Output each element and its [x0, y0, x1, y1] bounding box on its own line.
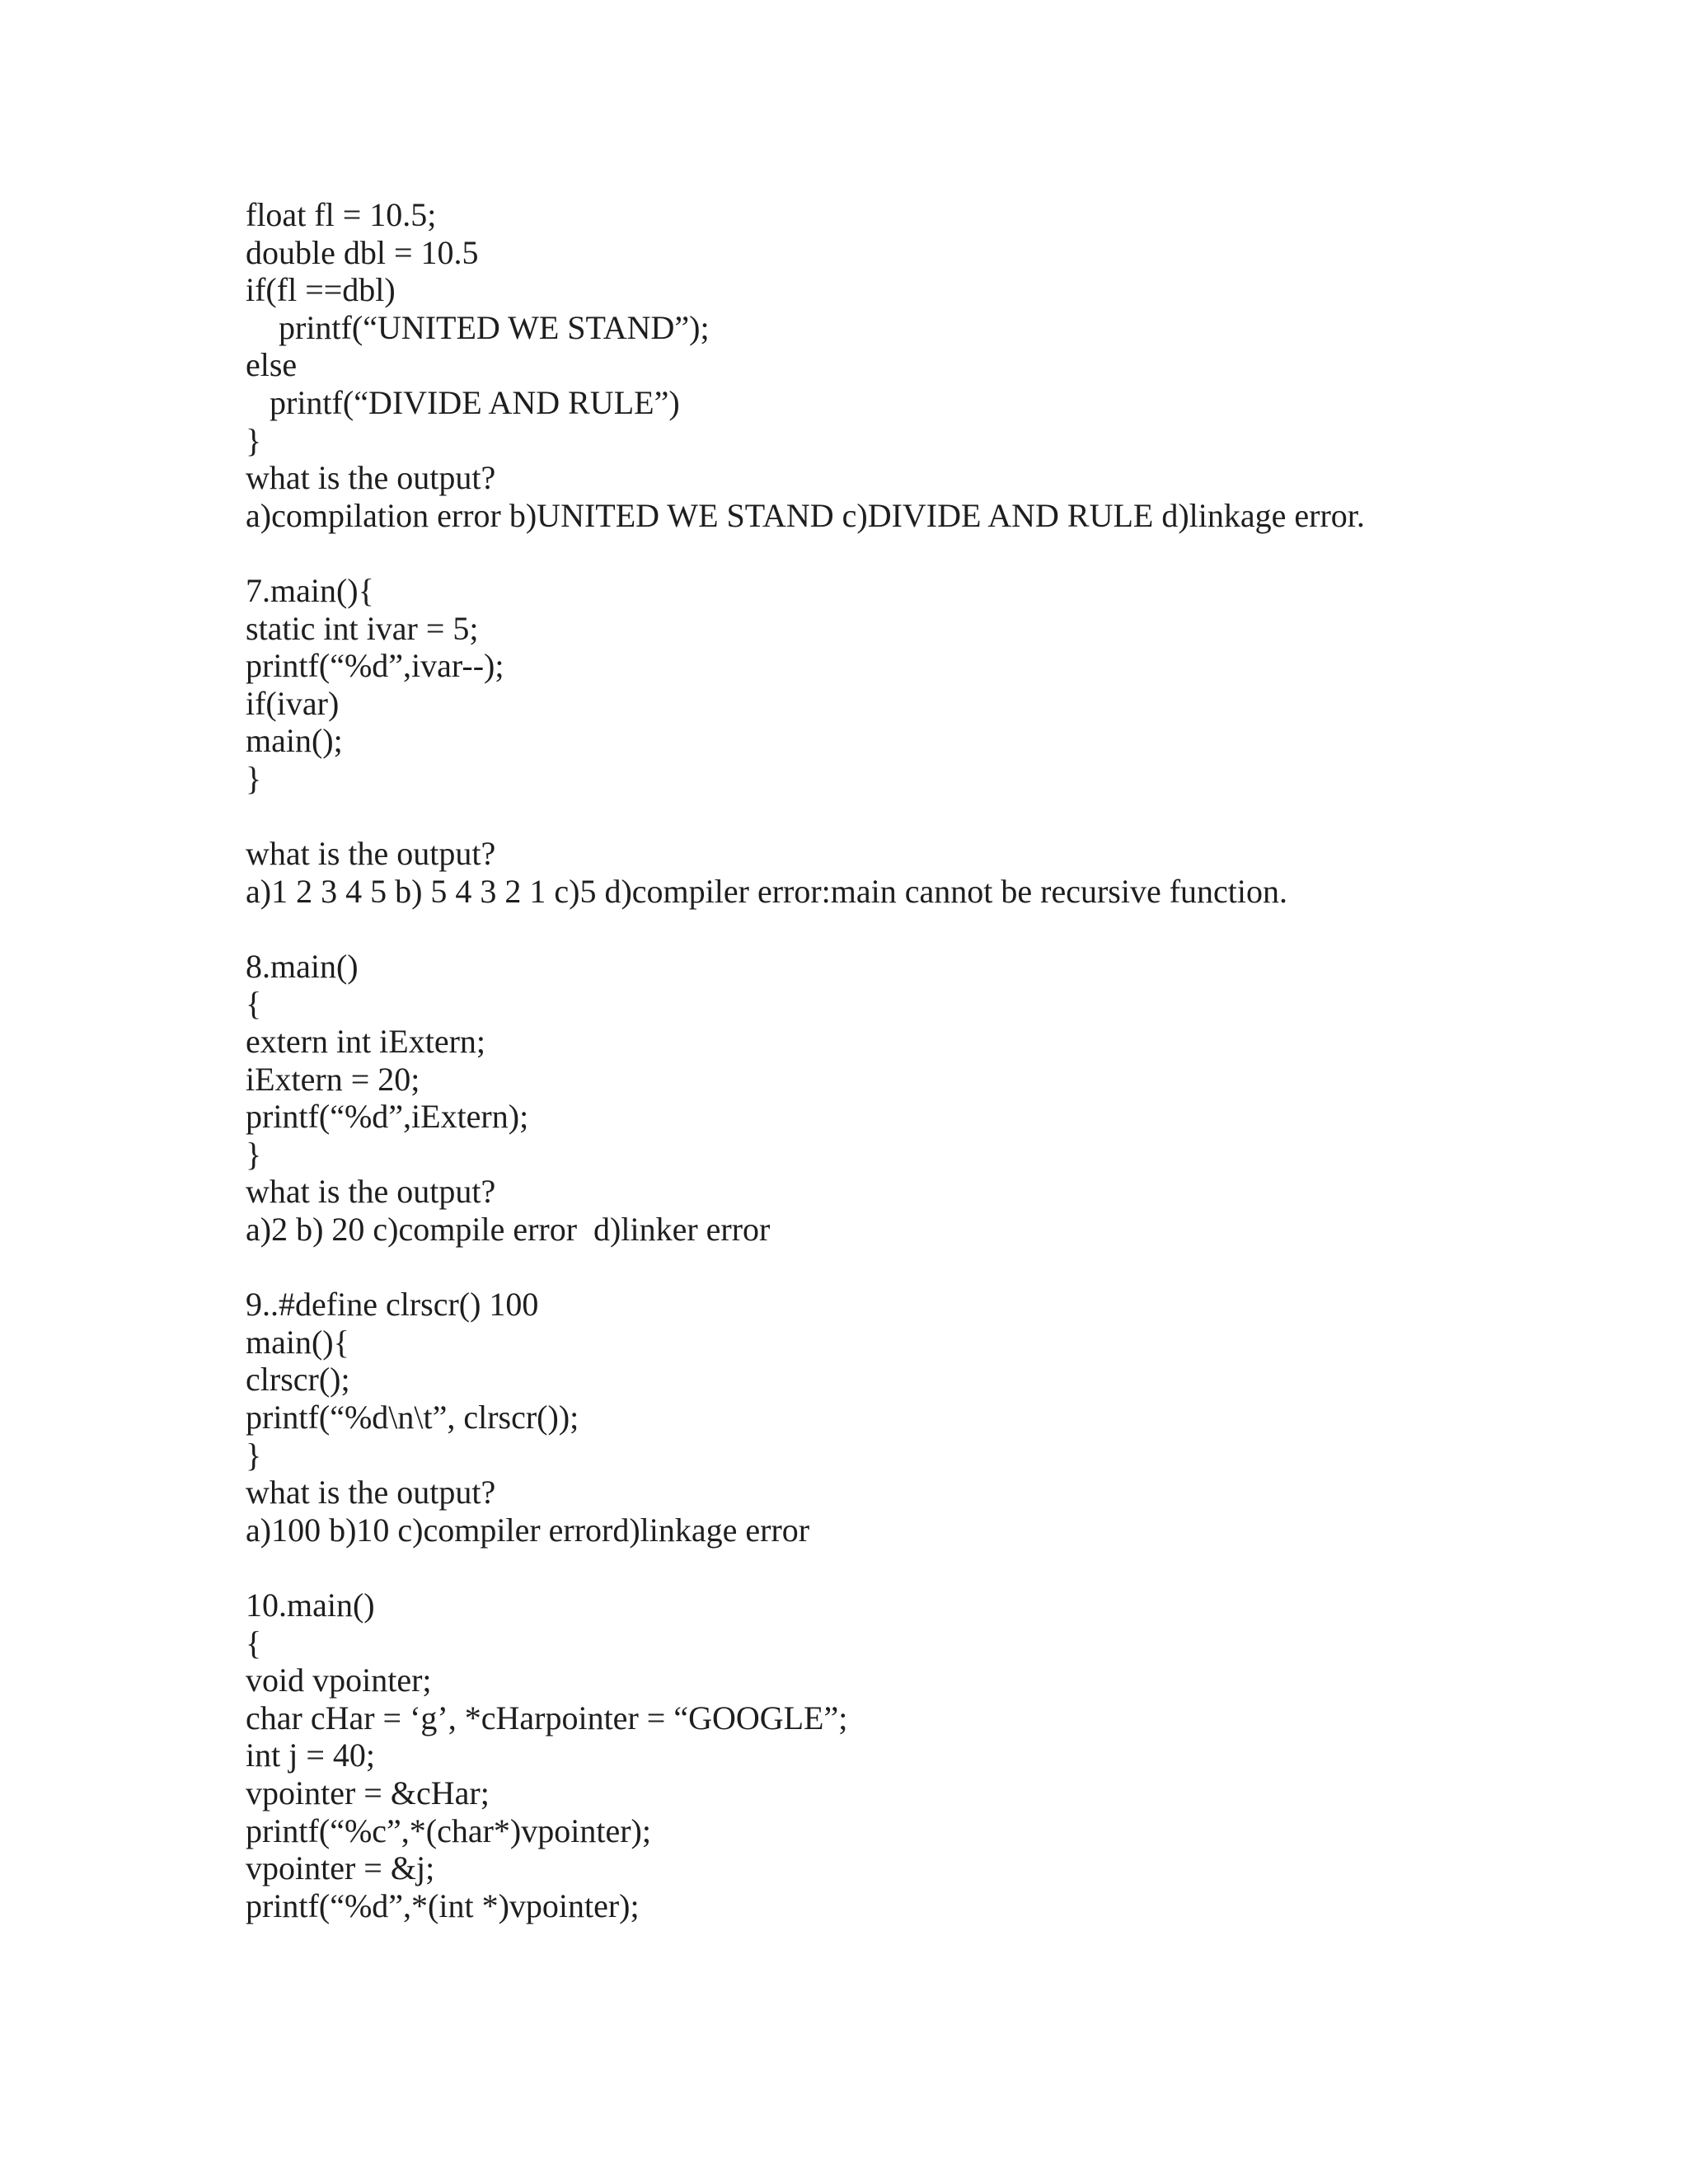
code-line: static int ivar = 5; — [246, 609, 479, 647]
document-body — [246, 196, 1606, 1924]
question-prompt: what is the output? — [246, 459, 496, 497]
question-prompt: what is the output? — [246, 1474, 496, 1511]
code-line: } — [246, 421, 262, 459]
paragraph-gap — [246, 534, 1606, 572]
code-line: printf(“%d\n\t”, clrscr()); — [246, 1399, 579, 1436]
answer-options: a)2 b) 20 c)compile error d)linker error — [246, 1211, 771, 1249]
code-line: } — [246, 759, 262, 797]
code-line: clrscr(); — [246, 1361, 350, 1399]
answer-options: a)100 b)10 c)compiler errord)linkage error — [246, 1511, 810, 1549]
code-line: 9..#define clrscr() 100 — [246, 1286, 539, 1324]
question-8-block — [246, 948, 1606, 1249]
code-line: { — [246, 1624, 262, 1661]
code-line: main(){ — [246, 1323, 349, 1361]
code-line: if(ivar) — [246, 684, 340, 722]
code-line: if(fl ==dbl) — [246, 271, 396, 309]
code-line: void vpointer; — [246, 1661, 432, 1699]
code-line: printf(“%c”,*(char*)vpointer); — [246, 1811, 651, 1849]
answer-options: a)1 2 3 4 5 b) 5 4 3 2 1 c)5 d)compiler error:main cannot be recursive function. — [246, 872, 1288, 910]
code-line: } — [246, 1135, 262, 1173]
code-line: double dbl = 10.5 — [246, 233, 479, 271]
code-line: printf(“DIVIDE AND RULE”) — [270, 383, 680, 421]
code-line: main(); — [246, 722, 343, 760]
question-prompt: what is the output? — [246, 835, 496, 873]
question-6-block — [246, 196, 1606, 534]
code-line: { — [246, 985, 262, 1023]
code-line: iExtern = 20; — [246, 1060, 420, 1098]
code-line: printf(“%d”,ivar--); — [246, 647, 504, 685]
code-line: printf(“%d”,*(int *)vpointer); — [246, 1886, 640, 1924]
code-line: 7.main(){ — [246, 571, 374, 609]
question-9-block — [246, 1286, 1606, 1549]
question-7-block — [246, 572, 1606, 910]
paragraph-gap — [246, 1549, 1606, 1586]
question-10-block — [246, 1586, 1606, 1924]
answer-options: a)compilation error b)UNITED WE STAND c)DIVIDE AND RULE d)linkage error. — [246, 496, 1365, 534]
code-line: printf(“UNITED WE STAND”); — [279, 308, 710, 346]
paragraph-gap — [246, 910, 1606, 948]
code-line: vpointer = &cHar; — [246, 1774, 490, 1811]
code-line: 8.main() — [246, 947, 359, 985]
code-line: char cHar = ‘g’, *cHarpointer = “GOOGLE”; — [246, 1699, 848, 1736]
paragraph-gap — [246, 798, 1606, 836]
code-line: } — [246, 1436, 262, 1474]
code-line: printf(“%d”,iExtern); — [246, 1098, 529, 1136]
code-line: float fl = 10.5; — [246, 196, 437, 233]
question-prompt: what is the output? — [246, 1173, 496, 1211]
code-line: int j = 40; — [246, 1736, 376, 1774]
paragraph-gap — [246, 1249, 1606, 1286]
code-line: else — [246, 346, 298, 384]
code-line: extern int iExtern; — [246, 1023, 486, 1061]
code-line: vpointer = &j; — [246, 1849, 435, 1887]
code-line: 10.main() — [246, 1586, 375, 1624]
